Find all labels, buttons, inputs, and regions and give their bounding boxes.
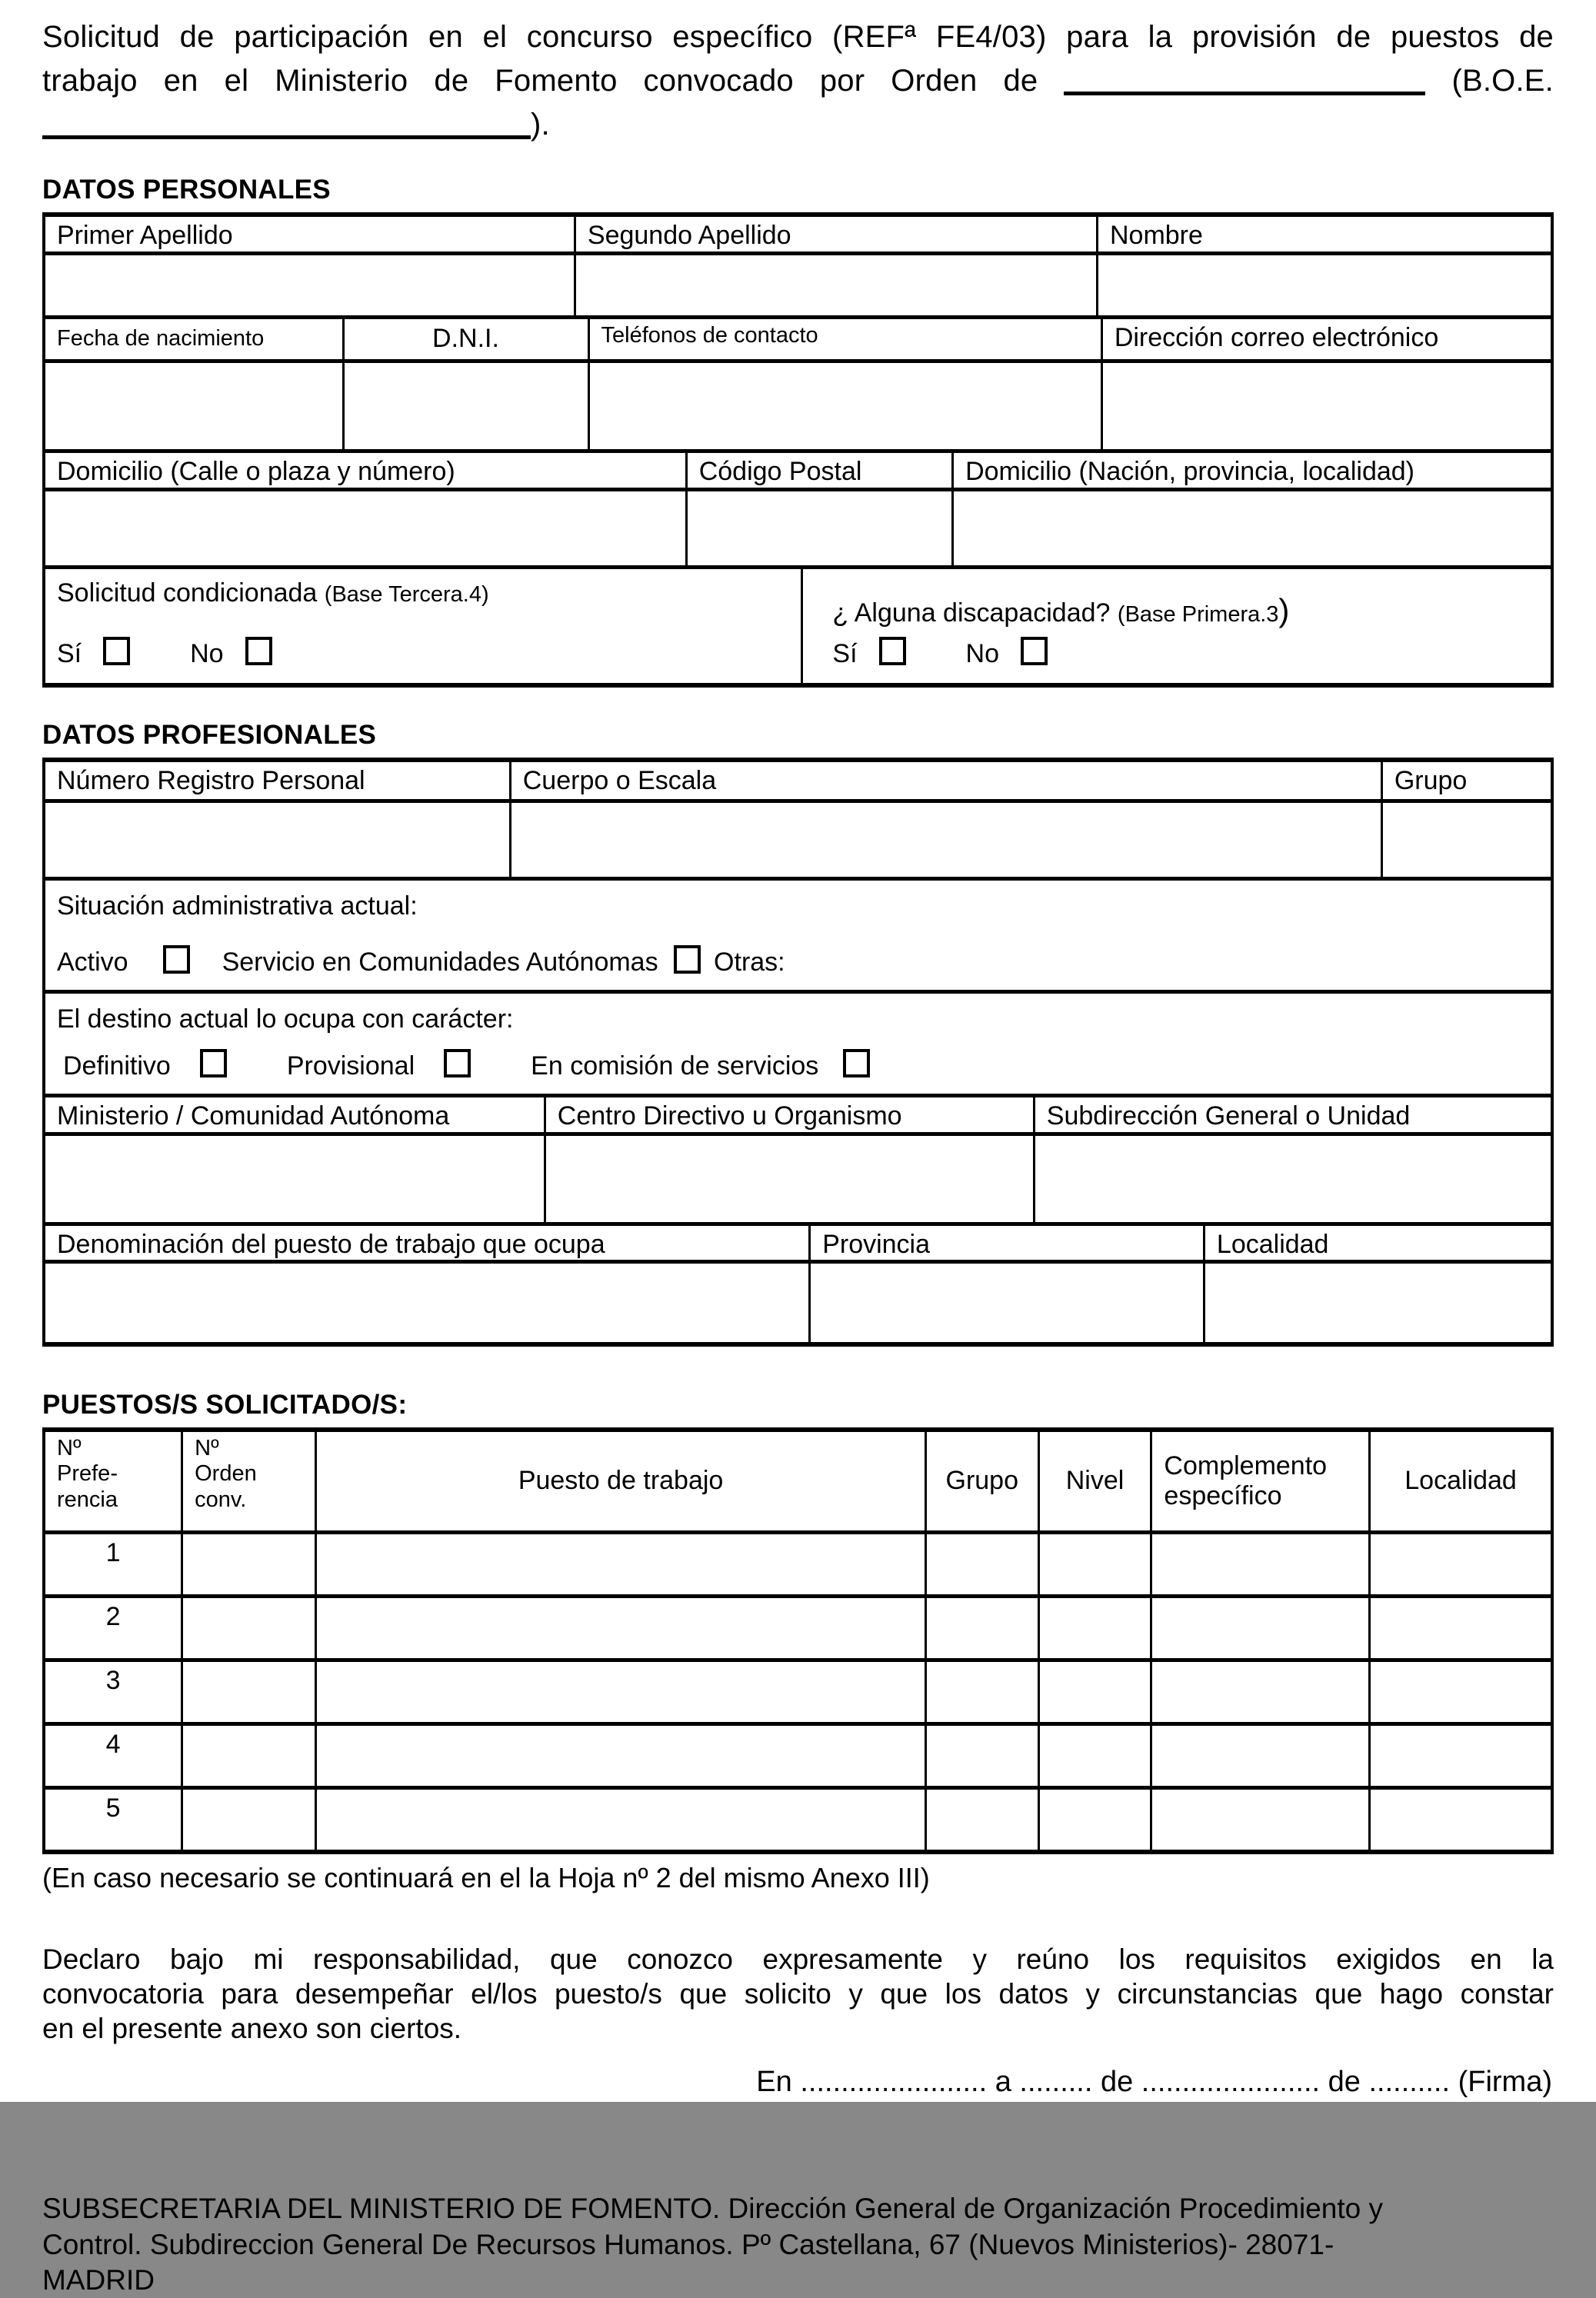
provisional-checkbox[interactable]: [444, 1049, 471, 1077]
ministerio-header-row: [45, 1094, 1551, 1132]
col-nivel-label: Nivel: [1038, 1432, 1151, 1530]
title-line-2: [42, 59, 1554, 103]
registro-input-row: [45, 799, 1551, 877]
discapacidad-label: [832, 578, 1539, 628]
no-label: No: [190, 638, 224, 668]
si-label: Sí: [57, 638, 82, 668]
datos-personales-table: [42, 212, 1554, 688]
title-line-1: Solicitud de participación en el concurso específico (REFª FE4/03) para la provisión de puestos de: [42, 20, 1554, 54]
col-complemento-label: [1150, 1432, 1368, 1530]
puesto-input-cell[interactable]: [315, 1534, 925, 1594]
complemento-input-cell[interactable]: [1150, 1726, 1368, 1786]
declaration-line-3: en el presente anexo son ciertos.: [42, 2013, 462, 2045]
complemento-input-cell[interactable]: [1150, 1534, 1368, 1594]
col-preferencia-line3: rencia: [57, 1487, 118, 1512]
col-preferencia-line2: Prefe-: [57, 1461, 118, 1487]
puestos-heading: PUESTOS/S SOLICITADO/S:: [42, 1390, 408, 1420]
situacion-options: [57, 945, 1539, 977]
denominacion-header-row: [45, 1222, 1551, 1260]
activo-label: Activo: [57, 947, 128, 977]
puesto-input-cell[interactable]: [315, 1662, 925, 1722]
situacion-row: [45, 877, 1551, 990]
discapacidad-si-checkbox[interactable]: [879, 637, 906, 665]
solicitud-condicionada-ref: (Base Tercera.4): [324, 582, 489, 607]
segundo-apellido-label: Segundo Apellido: [574, 217, 1096, 251]
domicilio-calle-label: Domicilio (Calle o plaza y número): [57, 457, 455, 486]
footer-address: [42, 2191, 1554, 2298]
ministerio-input-cell[interactable]: [45, 1136, 544, 1222]
discapacidad-ref: (Base Primera.3: [1117, 602, 1279, 627]
grupo-input-cell[interactable]: [925, 1790, 1038, 1850]
grupo-input-cell[interactable]: [925, 1726, 1038, 1786]
domicilio-nacion-input-cell[interactable]: [951, 491, 1551, 565]
puesto-input-cell[interactable]: [315, 1790, 925, 1850]
domicilio-header-row: [45, 449, 1551, 488]
grupo-input-cell[interactable]: [925, 1598, 1038, 1658]
col-preferencia-label: [45, 1432, 181, 1530]
codigo-postal-input-cell[interactable]: [685, 491, 951, 565]
correo-input-cell[interactable]: [1101, 363, 1551, 449]
numero-registro-label: Número Registro Personal: [57, 766, 365, 795]
nombre-label: Nombre: [1096, 217, 1551, 251]
puesto-input-cell[interactable]: [315, 1726, 925, 1786]
discapacidad-text: ¿ Alguna discapacidad?: [832, 598, 1111, 628]
datos-profesionales-table: [42, 758, 1554, 1347]
localidad-input-cell[interactable]: [1368, 1726, 1551, 1786]
solicitud-condicionada-text: Solicitud condicionada: [57, 578, 318, 608]
correo-label: Dirección correo electrónico: [1101, 319, 1551, 359]
situacion-cell: [45, 881, 1551, 990]
discapacidad-ref-close: ): [1278, 592, 1290, 628]
definitivo-checkbox[interactable]: [200, 1049, 227, 1077]
si-label: Sí: [832, 638, 858, 668]
cuerpo-escala-input-cell[interactable]: [509, 803, 1381, 877]
cuerpo-escala-label: Cuerpo o Escala: [509, 762, 1381, 799]
dni-input-cell[interactable]: [342, 363, 588, 449]
numero-registro-input-cell[interactable]: [45, 803, 509, 877]
ministerio-input-row: [45, 1132, 1551, 1222]
orden-input-cell[interactable]: [181, 1790, 315, 1850]
domicilio-nacion-label: Domicilio (Nación, provincia, localidad): [951, 453, 1551, 488]
apellidos-input-row: [45, 251, 1551, 315]
fecha-nacimiento-input-cell[interactable]: [45, 363, 342, 449]
dni-label: D.N.I.: [342, 319, 588, 359]
codigo-postal-label: Código Postal: [685, 453, 951, 488]
registro-header-row: [45, 762, 1551, 799]
orden-input-cell[interactable]: [181, 1662, 315, 1722]
discapacidad-no-checkbox[interactable]: [1021, 637, 1048, 665]
fecha-nacimiento-label: Fecha de nacimiento: [57, 326, 265, 351]
orden-input-cell[interactable]: [181, 1598, 315, 1658]
ministerio-label: Ministerio / Comunidad Autónoma: [57, 1101, 450, 1131]
solicitud-condicionada-cell: [45, 569, 801, 683]
title-line-2-text: trabajo en el Ministerio de Fomento convocado por Orden de: [42, 64, 1038, 98]
condicionada-no-checkbox[interactable]: [245, 637, 272, 665]
denominacion-input-cell[interactable]: [45, 1264, 808, 1342]
orden-date-blank[interactable]: [1064, 62, 1425, 95]
localidad-input-cell[interactable]: [1203, 1264, 1551, 1342]
definitivo-label: Definitivo: [63, 1051, 171, 1081]
puestos-table: [42, 1427, 1554, 1854]
comision-checkbox[interactable]: [843, 1049, 870, 1077]
col-puesto-label: Puesto de trabajo: [315, 1432, 925, 1530]
primer-apellido-label: Primer Apellido: [57, 221, 233, 250]
nivel-input-cell[interactable]: [1038, 1598, 1151, 1658]
grupo-input-cell[interactable]: [925, 1662, 1038, 1722]
situacion-label: Situación administrativa actual:: [57, 891, 418, 921]
primer-apellido-input-cell[interactable]: [45, 255, 574, 315]
solicitud-condicionada-label: [57, 578, 789, 608]
provincia-input-cell[interactable]: [808, 1264, 1203, 1342]
nombre-input-cell[interactable]: [1096, 255, 1551, 315]
grupo-input-cell[interactable]: [925, 1534, 1038, 1594]
discapacidad-cell: [801, 569, 1551, 683]
datos-profesionales-heading: DATOS PROFESIONALES: [42, 720, 377, 750]
col-orden-label: [181, 1432, 315, 1530]
destino-label: El destino actual lo ocupa con carácter:: [57, 1004, 514, 1034]
title-line-3: [42, 103, 1554, 147]
orden-input-cell[interactable]: [181, 1726, 315, 1786]
footer-line-1: SUBSECRETARIA DEL MINISTERIO DE FOMENTO. Dirección General de Organización Procedimiento y: [42, 2193, 1383, 2225]
footer-line-2: Control. Subdireccion General De Recursos Humanos. Pº Castellana, 67 (Nuevos Ministerios)- 28071-: [42, 2228, 1334, 2260]
localidad-input-cell[interactable]: [1368, 1662, 1551, 1722]
destino-options: [57, 1049, 1539, 1081]
nivel-input-cell[interactable]: [1038, 1534, 1151, 1594]
puestos-header-row: [45, 1432, 1551, 1530]
segundo-apellido-input-cell[interactable]: [574, 255, 1096, 315]
grupo-input-cell[interactable]: [1381, 803, 1551, 877]
condicionada-options: [57, 637, 789, 669]
footer-line-3: MADRID: [42, 2263, 155, 2296]
denominacion-input-row: [45, 1260, 1551, 1342]
subdireccion-input-cell[interactable]: [1033, 1136, 1551, 1222]
declaration-paragraph: [42, 1942, 1554, 2046]
title-close-paren: ).: [531, 108, 550, 142]
boe-date-blank[interactable]: [42, 106, 531, 139]
condicionada-si-checkbox[interactable]: [103, 637, 130, 665]
puesto-row-4: [45, 1722, 1551, 1786]
contacto-input-row: [45, 359, 1551, 449]
localidad-label: Localidad: [1203, 1226, 1551, 1260]
preferencia-number: 1: [105, 1538, 121, 1567]
nivel-input-cell[interactable]: [1038, 1662, 1151, 1722]
destino-row: [45, 990, 1551, 1094]
puesto-row-5: [45, 1786, 1551, 1850]
telefonos-label: Teléfonos de contacto: [588, 319, 1101, 359]
no-label: No: [965, 638, 999, 668]
servicio-ccaa-checkbox[interactable]: [674, 945, 701, 974]
nivel-input-cell[interactable]: [1038, 1726, 1151, 1786]
col-orden-line2: Orden: [195, 1461, 257, 1487]
col-localidad-label: Localidad: [1368, 1432, 1551, 1530]
preferencia-number: 5: [105, 1793, 121, 1823]
subdireccion-label: Subdirección General o Unidad: [1033, 1097, 1551, 1132]
puesto-row-2: [45, 1594, 1551, 1658]
localidad-input-cell[interactable]: [1368, 1598, 1551, 1658]
activo-checkbox[interactable]: [163, 945, 190, 974]
otras-label: Otras:: [714, 947, 785, 977]
servicio-ccaa-label: Servicio en Comunidades Autónomas: [222, 947, 658, 977]
datos-personales-heading: DATOS PERSONALES: [42, 175, 331, 205]
destino-cell: [45, 994, 1551, 1094]
complemento-input-cell[interactable]: [1150, 1790, 1368, 1850]
col-orden-line3: conv.: [195, 1487, 247, 1512]
declaration-line-1: Declaro bajo mi responsabilidad, que conozco expresamente y reúno los requisitos exigidos en la: [42, 1943, 1554, 1975]
localidad-input-cell[interactable]: [1368, 1790, 1551, 1850]
preferencia-number: 2: [105, 1602, 121, 1631]
centro-directivo-label: Centro Directivo u Organismo: [544, 1097, 1033, 1132]
col-complemento-line1: Complemento: [1164, 1450, 1328, 1480]
col-grupo-label: Grupo: [925, 1432, 1038, 1530]
apellidos-header-row: [45, 217, 1551, 251]
form-title: [42, 15, 1554, 147]
comision-label: En comisión de servicios: [531, 1051, 819, 1081]
title-boe-label: (B.O.E.: [1451, 64, 1554, 98]
discapacidad-options: [832, 637, 1539, 669]
nivel-input-cell[interactable]: [1038, 1790, 1151, 1850]
domicilio-calle-input-cell[interactable]: [45, 491, 685, 565]
continuation-note: (En caso necesario se continuará en el la Hoja nº 2 del mismo Anexo III): [42, 1862, 930, 1893]
provincia-label: Provincia: [808, 1226, 1203, 1260]
centro-directivo-input-cell[interactable]: [544, 1136, 1033, 1222]
puesto-row-1: [45, 1530, 1551, 1594]
col-preferencia-line1: Nº: [57, 1436, 82, 1460]
condicionada-discapacidad-row: [45, 565, 1551, 683]
provisional-label: Provisional: [286, 1051, 415, 1081]
contacto-header-row: [45, 315, 1551, 359]
telefonos-input-cell[interactable]: [588, 363, 1101, 449]
puesto-input-cell[interactable]: [315, 1598, 925, 1658]
complemento-input-cell[interactable]: [1150, 1598, 1368, 1658]
col-complemento-line2: específico: [1164, 1481, 1282, 1510]
preferencia-number: 3: [105, 1666, 121, 1695]
localidad-input-cell[interactable]: [1368, 1534, 1551, 1594]
preferencia-number: 4: [105, 1730, 121, 1759]
grupo-label: Grupo: [1381, 762, 1551, 799]
col-orden-line1: Nº: [195, 1436, 219, 1460]
orden-input-cell[interactable]: [181, 1534, 315, 1594]
declaration-line-2: convocatoria para desempeñar el/los puesto/s que solicito y que los datos y circunstancias que hago constar: [42, 1978, 1554, 2010]
puesto-row-3: [45, 1658, 1551, 1722]
complemento-input-cell[interactable]: [1150, 1662, 1368, 1722]
signature-line: En ....................... a ......... de ...................... de .......... (Firma): [756, 2066, 1552, 2099]
domicilio-input-row: [45, 488, 1551, 565]
denominacion-label: Denominación del puesto de trabajo que ocupa: [57, 1230, 605, 1259]
